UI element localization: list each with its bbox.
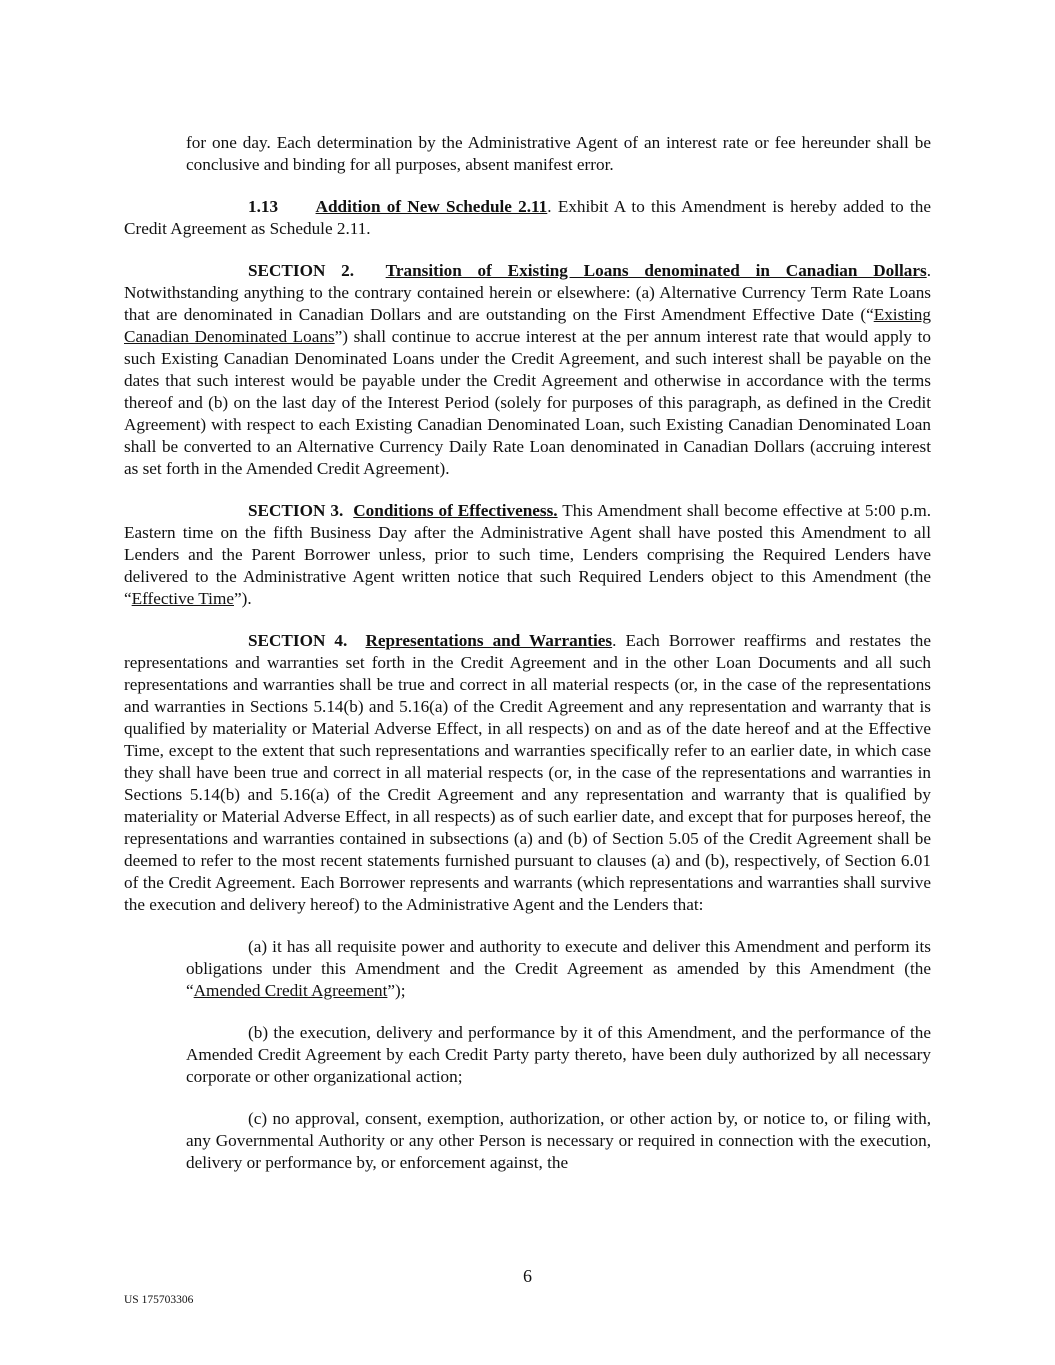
section-heading: Addition of New Schedule 2.11 (315, 197, 548, 216)
section-heading: Representations and Warranties (365, 631, 613, 650)
section-label: SECTION 4. (248, 631, 348, 650)
clause-b: (b) the execution, delivery and performance by it of this Amendment, and the performance of the Amended Credit Agreement by each Credit Party party thereto, have been duly authorized by all necessary corporate or other organizational action; (186, 1023, 931, 1086)
defined-term: Existing Canadian Denominated Loans (124, 305, 931, 346)
section-heading: Conditions of Effectiveness. (353, 501, 558, 520)
section-4: SECTION 4. Representations and Warranties. Each Borrower reaffirms and restates the representations and warranties set forth in the Credit Agreement and in the other Loan Documents and all such representations and warranties shall be true and correct in all material respects (or, in the case of the representations and warranties in Sections 5.14(b) and 5.16(a) of the Credit Agreement and any representation and warranty that is qualified by materiality or Material Adverse Effect, in all respects) on and as of the date hereof and at the Effective Time, except to the extent that such representations and warranties specifically refer to an earlier date, in which case they shall have been true and correct in all material respects (or, in the case of the representations and warranties in Sections 5.14(b) and 5.16(a) of the Credit Agreement and any representation and warranty that is qualified by materiality or Material Adverse Effect, in all respects) as of such earlier date, and except that for purposes hereof, the representations and warranties contained in subsections (a) and (b) of Section 5.05 of the Credit Agreement shall be deemed to refer to the most recent statements furnished pursuant to clauses (a) and (b), respectively, of Section 6.01 of the Credit Agreement. Each Borrower represents and warrants (which representations and warranties shall survive the execution and delivery hereof) to the Administrative Agent and the Lenders that: (124, 631, 931, 914)
section-1-13: 1.13 Addition of New Schedule 2.11. Exhibit A to this Amendment is hereby added to the Credit Agreement as Schedule 2.11. (124, 197, 931, 238)
clause-c: (c) no approval, consent, exemption, authorization, or other action by, or notice to, or filing with, any Governmental Authority or any other Person is necessary or required in connection with the execution, delivery or performance by, or enforcement against, the (186, 1109, 931, 1172)
section-heading: Transition of Existing Loans denominated in Canadian Dollars (385, 261, 927, 280)
clause-a: (a) it has all requisite power and authority to execute and deliver this Amendment and perform its obligations under this Amendment and the Credit Agreement as amended by this Amendment (the “Amended Credit Agreement”); (186, 937, 931, 1000)
document-page (124, 132, 931, 1194)
section-number: 1.13 (248, 197, 279, 216)
defined-term: Amended Credit Agreement (193, 981, 388, 1000)
document-id: US 175703306 (124, 1294, 194, 1306)
section-2: SECTION 2. Transition of Existing Loans denominated in Canadian Dollars. Notwithstanding anything to the contrary contained herein or elsewhere: (a) Alternative Currency Term Rate Loans that are denominated in Canadian Dollars and are outstanding on the First Amendment Effective Date (“Existing Canadian Denominated Loans”) shall continue to accrue interest at the per annum interest rate that would apply to such Existing Canadian Denominated Loans under the Credit Agreement, and such interest shall be payable on the dates that such interest would be payable under the Credit Agreement and otherwise in accordance with the terms thereof and (b) on the last day of the Interest Period (solely for purposes of this paragraph, as defined in the Credit Agreement) with respect to each Existing Canadian Denominated Loan, such Existing Canadian Denominated Loan shall be converted to an Alternative Currency Daily Rate Loan denominated in Canadian Dollars (accruing interest as set forth in the Amended Credit Agreement). (124, 261, 931, 478)
section-label: SECTION 3. (248, 501, 344, 520)
section-3: SECTION 3. Conditions of Effectiveness. This Amendment shall become effective at 5:00 p.m. Eastern time on the fifth Business Day after the Administrative Agent shall have posted this Amendment to all Lenders and the Parent Borrower unless, prior to such time, Lenders comprising the Required Lenders have delivered to the Administrative Agent written notice that such Required Lenders object to this Amendment (the “Effective Time”). (124, 501, 932, 608)
continuation-paragraph: for one day. Each determination by the Administrative Agent of an interest rate or fee hereunder shall be conclusive and binding for all purposes, absent manifest error. (186, 133, 931, 174)
defined-term: Effective Time (131, 589, 234, 608)
page-number: 6 (523, 1266, 532, 1286)
section-label: SECTION 2. (248, 261, 355, 280)
